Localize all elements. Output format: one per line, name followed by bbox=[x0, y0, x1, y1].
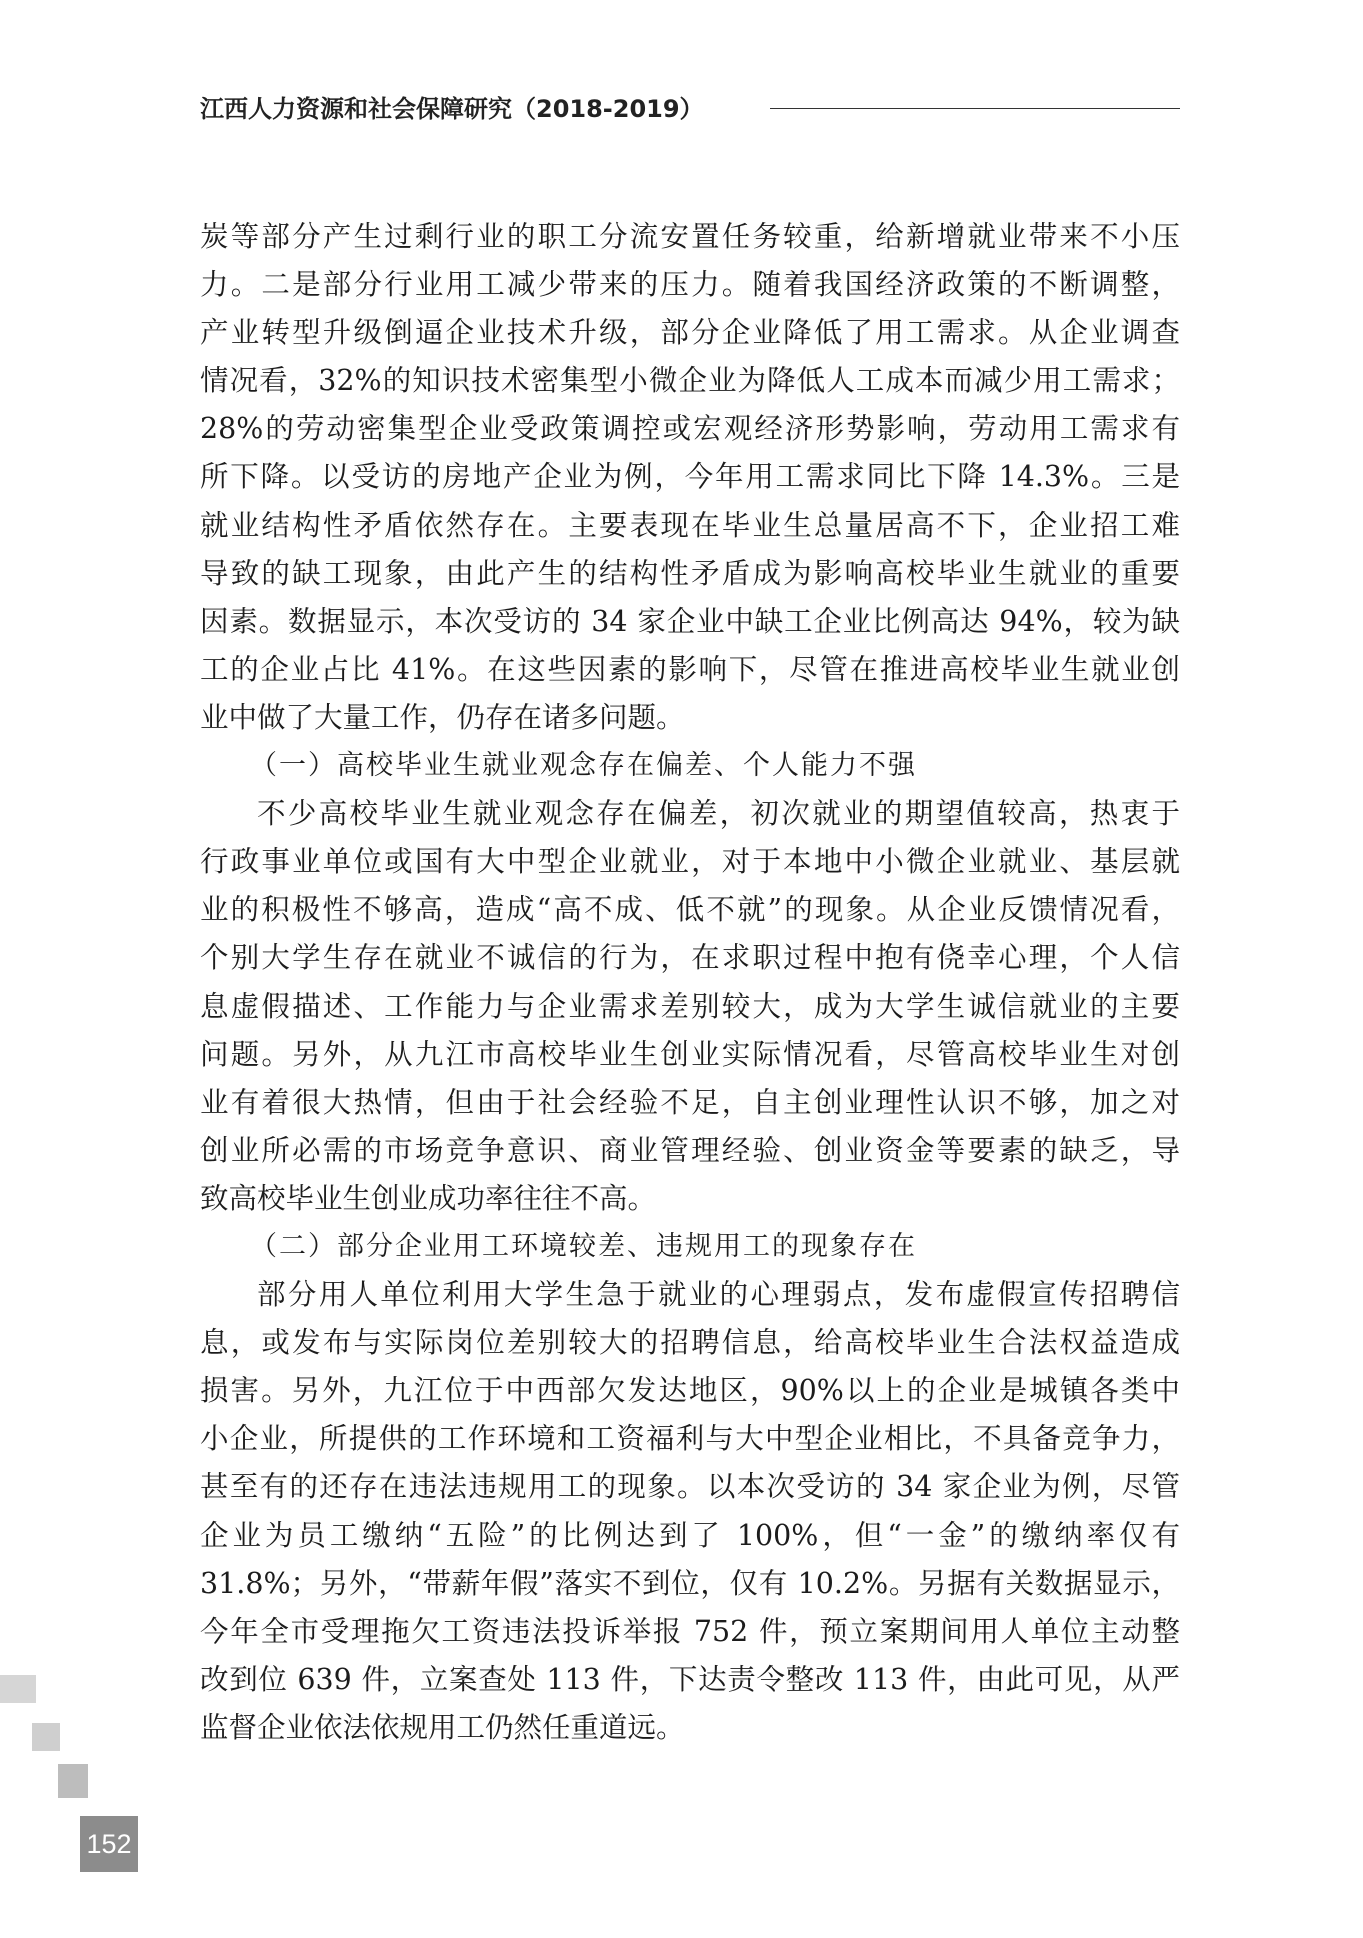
running-header bbox=[200, 92, 1180, 132]
text-line: 所下降。以受访的房地产企业为例，今年用工需求同比下降 14.3%。三是 bbox=[200, 460, 1180, 494]
text-line: 行政事业单位或国有大中型企业就业，对于本地中小微企业就业、基层就 bbox=[200, 845, 1180, 879]
text-line: 息虚假描述、工作能力与企业需求差别较大，成为大学生诚信就业的主要 bbox=[200, 989, 1180, 1023]
text-line: 今年全市受理拖欠工资违法投诉举报 752 件，预立案期间用人单位主动整 bbox=[200, 1614, 1180, 1648]
text-line: 产业转型升级倒逼企业技术升级，部分企业降低了用工需求。从企业调查 bbox=[200, 316, 1180, 350]
decorative-square bbox=[0, 1675, 36, 1703]
text-line: 业中做了大量工作，仍存在诸多问题。 bbox=[200, 700, 685, 734]
body-text bbox=[200, 213, 1180, 1752]
text-line: 致高校毕业生创业成功率往往不高。 bbox=[200, 1181, 657, 1215]
book-title: 江西人力资源和社会保障研究（2018-2019） bbox=[200, 95, 704, 123]
text-line: 炭等部分产生过剩行业的职工分流安置任务较重，给新增就业带来不小压 bbox=[200, 220, 1180, 253]
text-line: 问题。另外，从九江市高校毕业生创业实际情况看，尽管高校毕业生对创 bbox=[200, 1037, 1180, 1071]
text-line: 部分用人单位利用大学生急于就业的心理弱点，发布虚假宣传招聘信 bbox=[257, 1278, 1180, 1312]
text-line: 改到位 639 件，立案查处 113 件，下达责令整改 113 件，由此可见，从严 bbox=[200, 1662, 1180, 1696]
page-number: 152 bbox=[80, 1816, 138, 1872]
text-line: 31.8%；另外，“带薪年假”落实不到位，仅有 10.2%。另据有关数据显示， bbox=[200, 1566, 1180, 1600]
section-heading-2: （二）部分企业用工环境较差、违规用工的现象存在 bbox=[250, 1230, 917, 1262]
text-line: 小企业，所提供的工作环境和工资福利与大中型企业相比，不具备竞争力， bbox=[200, 1422, 1180, 1456]
text-line: 不少高校毕业生就业观念存在偏差，初次就业的期望值较高，热衷于 bbox=[257, 797, 1180, 831]
text-line: 力。二是部分行业用工减少带来的压力。随着我国经济政策的不断调整， bbox=[200, 268, 1180, 302]
text-line: 甚至有的还存在违法违规用工的现象。以本次受访的 34 家企业为例，尽管 bbox=[200, 1470, 1180, 1504]
text-line: 因素。数据显示，本次受访的 34 家企业中缺工企业比例高达 94%，较为缺 bbox=[200, 604, 1180, 638]
text-line: 工的企业占比 41%。在这些因素的影响下，尽管在推进高校毕业生就业创 bbox=[200, 652, 1180, 686]
text-line: 监督企业依法依规用工仍然任重道远。 bbox=[200, 1710, 685, 1744]
text-line: 就业结构性矛盾依然存在。主要表现在毕业生总量居高不下，企业招工难 bbox=[200, 508, 1180, 542]
text-line: 创业所必需的市场竞争意识、商业管理经验、创业资金等要素的缺乏，导 bbox=[200, 1133, 1180, 1167]
decorative-square bbox=[32, 1723, 60, 1751]
section-heading-1: （一）高校毕业生就业观念存在偏差、个人能力不强 bbox=[250, 750, 917, 782]
text-line: 企业为员工缴纳“五险”的比例达到了 100%，但“一金”的缴纳率仅有 bbox=[200, 1518, 1180, 1552]
text-line: 28%的劳动密集型企业受政策调控或宏观经济形势影响，劳动用工需求有 bbox=[200, 412, 1180, 446]
text-line: 损害。另外，九江位于中西部欠发达地区，90%以上的企业是城镇各类中 bbox=[200, 1374, 1180, 1408]
text-line: 息，或发布与实际岗位差别较大的招聘信息，给高校毕业生合法权益造成 bbox=[200, 1326, 1180, 1360]
text-line: 业有着很大热情，但由于社会经验不足，自主创业理性认识不够，加之对 bbox=[200, 1085, 1180, 1119]
header-rule bbox=[770, 108, 1180, 109]
decorative-square bbox=[58, 1764, 88, 1798]
text-line: 业的积极性不够高，造成“高不成、低不就”的现象。从企业反馈情况看， bbox=[200, 893, 1180, 927]
text-line: 导致的缺工现象，由此产生的结构性矛盾成为影响高校毕业生就业的重要 bbox=[200, 556, 1180, 590]
text-line: 情况看，32%的知识技术密集型小微企业为降低人工成本而减少用工需求； bbox=[200, 364, 1180, 398]
text-line: 个别大学生存在就业不诚信的行为，在求职过程中抱有侥幸心理，个人信 bbox=[200, 941, 1180, 975]
